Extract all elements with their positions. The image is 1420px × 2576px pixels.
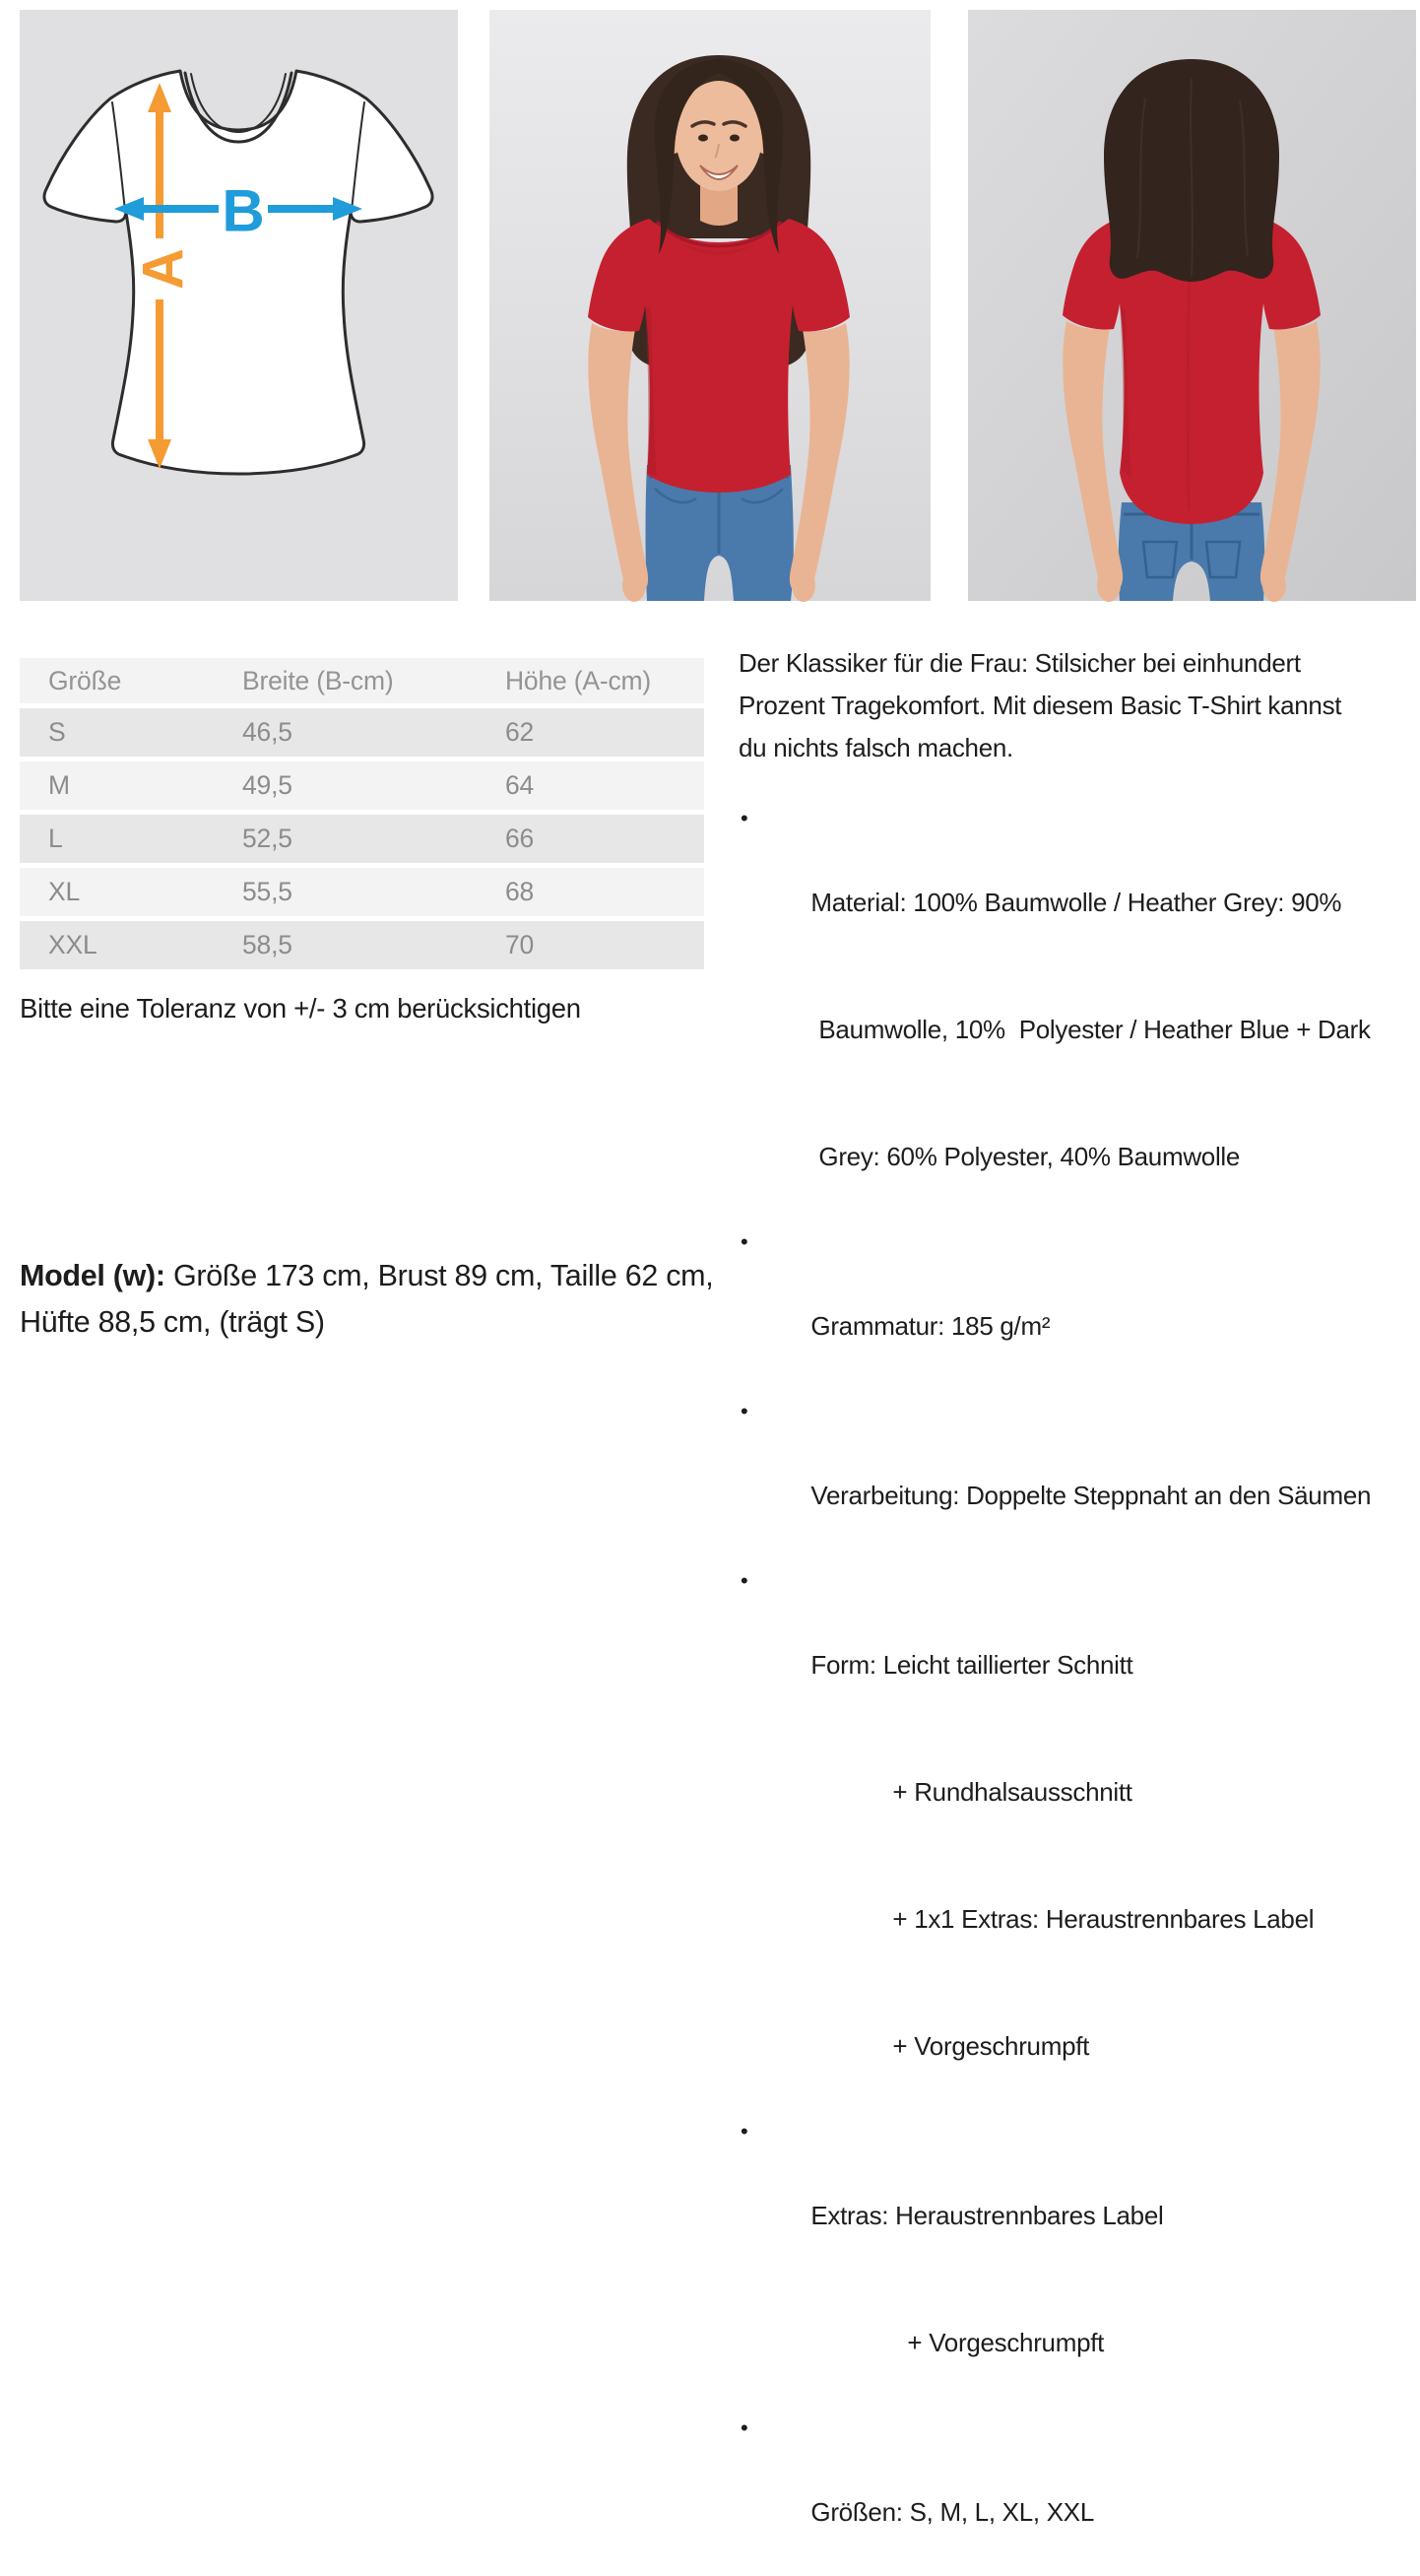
table-row: XXL 58,5 70 (20, 921, 704, 969)
column-header-size: Größe (48, 665, 122, 695)
list-subitem: + Vorgeschrumpft (892, 2031, 1090, 2061)
tolerance-note: Bitte eine Toleranz von +/- 3 cm berücksichtigen (20, 993, 581, 1024)
list-subitem: + 1x1 Extras: Heraustrennbares Label (892, 1904, 1315, 1934)
bullet-icon: • (741, 1568, 748, 1593)
list-subitem: + Vorgeschrumpft (907, 2328, 1105, 2357)
bullet-icon: • (741, 2415, 748, 2440)
size-table-header (20, 658, 704, 703)
list-item-continuation: Baumwolle, 10% Polyester / Heather Blue + Dark (818, 1015, 1371, 1044)
bullet-icon: • (741, 806, 748, 830)
list-item: • Extras: Heraustrennbares Label (739, 2110, 1420, 2279)
size-diagram-panel (20, 10, 458, 601)
tshirt-measure-diagram (20, 10, 458, 601)
description-intro-line: du nichts falsch machen. (739, 733, 1013, 762)
list-item: • Grammatur: 185 g/m² (739, 1221, 1420, 1390)
column-header-height: Höhe (A-cm) (505, 665, 651, 695)
table-row: M 49,5 64 (20, 761, 704, 810)
model-measurements-line: Model (w): Größe 173 cm, Brust 89 cm, Taille 62 cm, (20, 1259, 714, 1292)
list-item: • Größen: S, M, L, XL, XXL (739, 2407, 1420, 2576)
list-item: • Material: 100% Baumwolle / Heather Grey: 90% (739, 797, 1420, 966)
list-item: • Form: Leicht taillierter Schnitt (739, 1559, 1420, 1729)
model-front-photo (489, 10, 931, 601)
measure-label-a: A (131, 248, 196, 290)
model-label: Model (w): (20, 1259, 165, 1292)
bullet-icon: • (741, 1229, 748, 1254)
bullet-icon: • (741, 2119, 748, 2144)
model-front-illustration (489, 10, 931, 601)
model-measurements (20, 1253, 729, 1346)
feature-list (739, 797, 1420, 2576)
measure-label-b: B (222, 177, 265, 244)
model-back-illustration (968, 10, 1416, 601)
product-description (739, 642, 1420, 2576)
size-table (20, 658, 704, 974)
list-item-continuation: Grey: 60% Polyester, 40% Baumwolle (818, 1142, 1241, 1171)
bullet-icon: • (741, 1399, 748, 1423)
model-back-photo (968, 10, 1416, 601)
column-header-width: Breite (B-cm) (242, 665, 394, 695)
description-intro-line: Prozent Tragekomfort. Mit diesem Basic T-Shirt kannst (739, 691, 1342, 720)
list-subitem: + Rundhalsausschnitt (892, 1777, 1132, 1807)
model-measurements-line: Hüfte 88,5 cm, (trägt S) (20, 1305, 325, 1339)
hair-back-view (1104, 59, 1279, 282)
table-row: L 52,5 66 (20, 815, 704, 863)
table-row: S 46,5 62 (20, 708, 704, 757)
list-item: • Verarbeitung: Doppelte Steppnaht an den Säumen (739, 1390, 1420, 1559)
table-row: XL 55,5 68 (20, 868, 704, 916)
description-intro-line: Der Klassiker für die Frau: Stilsicher bei einhundert (739, 648, 1301, 678)
